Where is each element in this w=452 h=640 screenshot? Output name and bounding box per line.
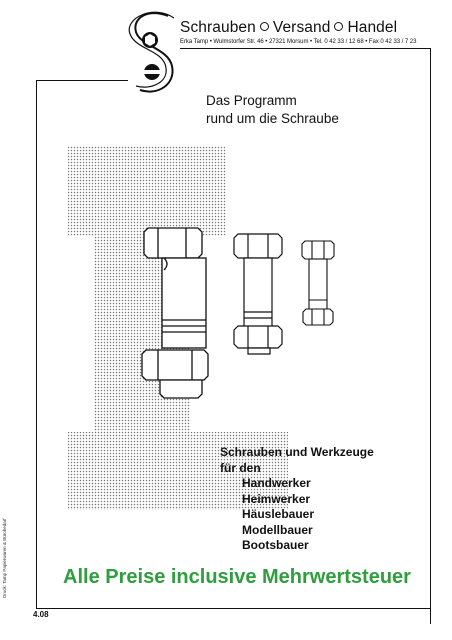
list-item: Modellbauer [242, 522, 313, 537]
separator-circle-icon [334, 22, 343, 31]
frame-left-line [36, 80, 37, 608]
company-address: Erka Tamp • Wulmstorfer Str. 46 • 27321 Morsum • Tel. 0 42 33 / 12 68 • Fax 0 42 33 / 7 23 [180, 39, 417, 45]
medium-bolt-icon [234, 234, 282, 354]
audience-heading: Schrauben und Werkzeuge [220, 445, 374, 459]
printer-credit: Druck: Tamp Papierwaren & Bürobedarf [2, 518, 7, 598]
company-name-part: Handel [347, 19, 398, 36]
list-item: Handwerker [242, 476, 311, 490]
frame-left-top-line [36, 80, 128, 81]
company-name-part: Versand [272, 19, 331, 36]
company-name-part: Schrauben [180, 19, 256, 36]
list-item: Bootsbauer [242, 538, 309, 552]
vat-banner: Alle Preise inclusive Mehrwertsteuer [63, 566, 411, 588]
frame-bottom-line [36, 608, 431, 609]
separator-circle-icon [260, 22, 269, 31]
tagline-line: rund um die Schraube [206, 111, 339, 126]
list-item: Heimwerker [242, 491, 311, 506]
small-bolt-icon [302, 241, 334, 325]
audience-list [220, 476, 374, 554]
tagline [206, 92, 339, 128]
tagline-line: Das Programm [206, 93, 297, 108]
company-name [180, 19, 397, 37]
audience-block [220, 445, 374, 554]
frame-right-line [430, 48, 431, 624]
list-item: Häuslebauer [242, 507, 315, 521]
screw-s-logo-icon [128, 10, 180, 96]
frame-top-line [180, 48, 430, 49]
page-number: 4.08 [33, 610, 49, 619]
audience-heading: für den [220, 460, 261, 475]
